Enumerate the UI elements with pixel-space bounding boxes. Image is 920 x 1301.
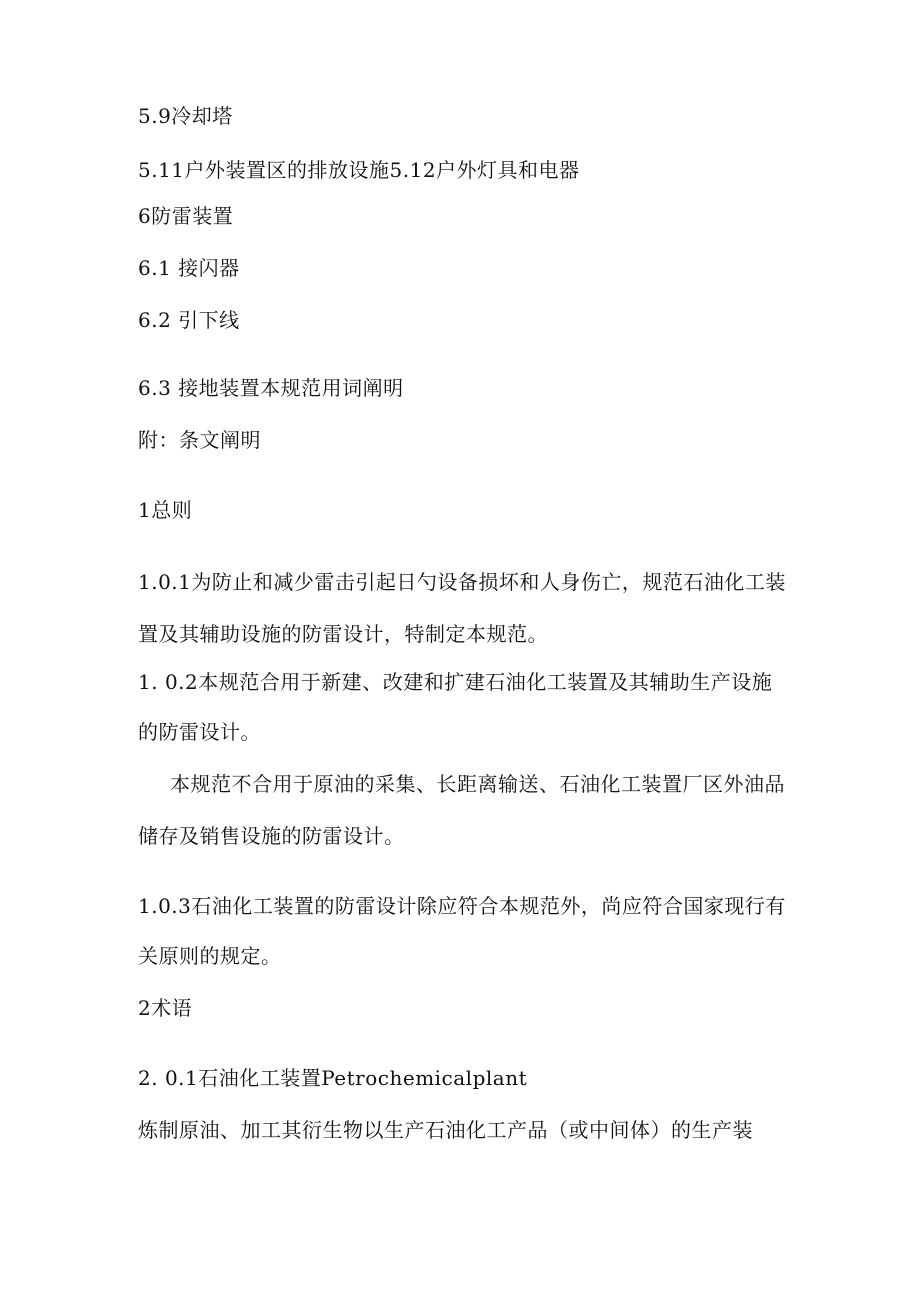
clause-1-0-1-line-1: 1.0.1为防止和减少雷击引起日勺设备损坏和人身伤亡，规范石油化工装 [138,570,786,594]
toc-entry-6: 6防雷装置 [138,204,234,228]
toc-entry-5-11-5-12: 5.11户外装置区的排放设施5.12户外灯具和电器 [138,158,580,182]
clause-1-0-2-paragraph-2-line-2: 储存及销售设施的防雷设计。 [138,824,405,848]
toc-entry-6-3: 6.3 接地装置本规范用词阐明 [138,376,404,400]
clause-2-0-1-definition-line-1: 炼制原油、加工其衍生物以生产石油化工产品（或中间体）的生产装 [138,1118,753,1142]
clause-1-0-2-paragraph-2-line-1: 本规范不合用于原油的采集、长距离输送、石油化工装置厂区外油品 [170,772,785,796]
clause-1-0-3-line-2: 关原则的规定。 [138,944,282,968]
clause-1-0-1-line-2: 置及其辅助设施的防雷设计，特制定本规范。 [138,622,548,646]
clause-1-0-2-line-2: 的防雷设计。 [138,720,261,744]
section-heading-2: 2术语 [138,996,193,1020]
clause-2-0-1-heading: 2. 0.1石油化工装置Petrochemicalplant [138,1066,528,1090]
toc-entry-appendix: 附：条文阐明 [138,428,261,452]
clause-1-0-2-line-1: 1. 0.2本规范合用于新建、改建和扩建石油化工装置及其辅助生产设施 [138,670,773,694]
toc-entry-5-9: 5.9冷却塔 [138,104,233,128]
section-heading-1: 1总则 [138,498,193,522]
toc-entry-6-1: 6.1 接闪器 [138,256,240,280]
toc-entry-6-2: 6.2 引下线 [138,308,240,332]
clause-1-0-3-line-1: 1.0.3石油化工装置的防雷设计除应符合本规范外，尚应符合国家现行有 [138,894,786,918]
